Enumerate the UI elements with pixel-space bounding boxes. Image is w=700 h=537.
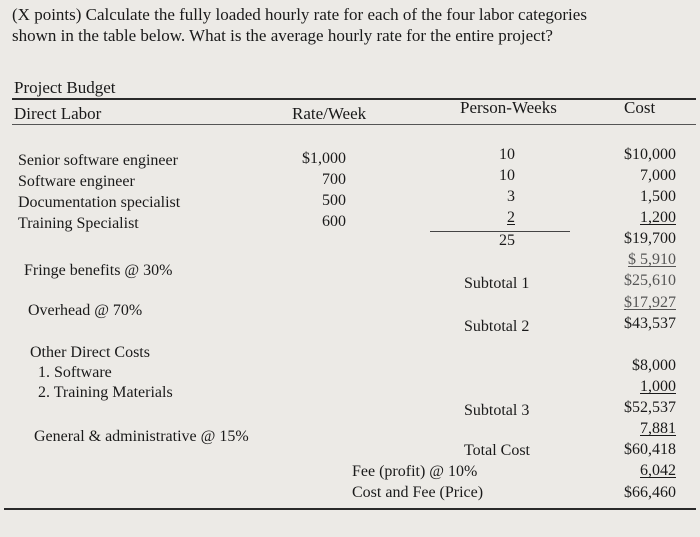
subtotal-2-label: Subtotal 2 <box>464 318 530 335</box>
other-item-training-label: 2. Training Materials <box>38 384 173 401</box>
labor-row-3-cost: 1,500 <box>640 188 676 205</box>
table-bottom-rule <box>4 508 696 510</box>
labor-total-cost: $19,700 <box>624 230 676 247</box>
other-direct-costs-label: Other Direct Costs <box>30 344 150 361</box>
subtotal-3-label: Subtotal 3 <box>464 402 530 419</box>
labor-row-4-rate: 600 <box>322 213 346 230</box>
overhead-cost: $17,927 <box>624 294 676 311</box>
subtotal-1-cost: $25,610 <box>624 272 676 289</box>
header-rate-week: Rate/Week <box>292 104 367 123</box>
subtotal-3-cost: $52,537 <box>624 399 676 416</box>
overhead-label: Overhead @ 70% <box>28 302 143 319</box>
total-cost-label: Total Cost <box>464 442 530 459</box>
header-person-weeks: Person-Weeks <box>460 98 557 117</box>
other-item-training-cost: 1,000 <box>640 378 676 395</box>
fee-cost: 6,042 <box>640 462 676 479</box>
header-direct-labor: Direct Labor <box>14 104 102 123</box>
labor-row-4-category: Training Specialist <box>18 215 139 232</box>
table-title: Project Budget <box>14 78 116 97</box>
labor-row-2-rate: 700 <box>322 171 346 188</box>
labor-row-2-cost: 7,000 <box>640 167 676 184</box>
weeks-total: 25 <box>499 232 515 249</box>
labor-row-2-category: Software engineer <box>18 173 135 190</box>
fringe-cost: $ 5,910 <box>628 251 676 268</box>
labor-row-1-rate: $1,000 <box>302 150 346 167</box>
labor-row-4-weeks: 2 <box>507 209 515 226</box>
fee-label: Fee (profit) @ 10% <box>352 463 478 480</box>
subtotal-2-cost: $43,537 <box>624 315 676 332</box>
price-cost: $66,460 <box>624 484 676 501</box>
total-cost-value: $60,418 <box>624 441 676 458</box>
other-item-software-cost: $8,000 <box>632 357 676 374</box>
price-label: Cost and Fee (Price) <box>352 484 484 501</box>
labor-row-3-weeks: 3 <box>507 188 515 205</box>
header-cost: Cost <box>624 98 656 117</box>
other-item-software-label: 1. Software <box>38 364 112 381</box>
labor-row-1-cost: $10,000 <box>624 146 676 163</box>
labor-row-1-category: Senior software engineer <box>18 152 178 169</box>
ga-label: General & administrative @ 15% <box>34 428 249 445</box>
labor-row-4-cost: 1,200 <box>640 209 676 226</box>
fringe-label: Fringe benefits @ 30% <box>24 262 173 279</box>
question-line-2: shown in the table below. What is the average hourly rate for the entire project? <box>12 26 553 45</box>
subtotal-1-label: Subtotal 1 <box>464 275 530 292</box>
labor-row-3-rate: 500 <box>322 192 346 209</box>
labor-row-2-weeks: 10 <box>499 167 515 184</box>
ga-cost: 7,881 <box>640 420 676 437</box>
labor-row-3-category: Documentation specialist <box>18 194 181 211</box>
header-top-rule <box>12 98 696 100</box>
labor-row-1-weeks: 10 <box>499 146 515 163</box>
question-line-1: (X points) Calculate the fully loaded hourly rate for each of the four labor categories <box>12 5 587 24</box>
header-bottom-rule <box>12 124 696 125</box>
